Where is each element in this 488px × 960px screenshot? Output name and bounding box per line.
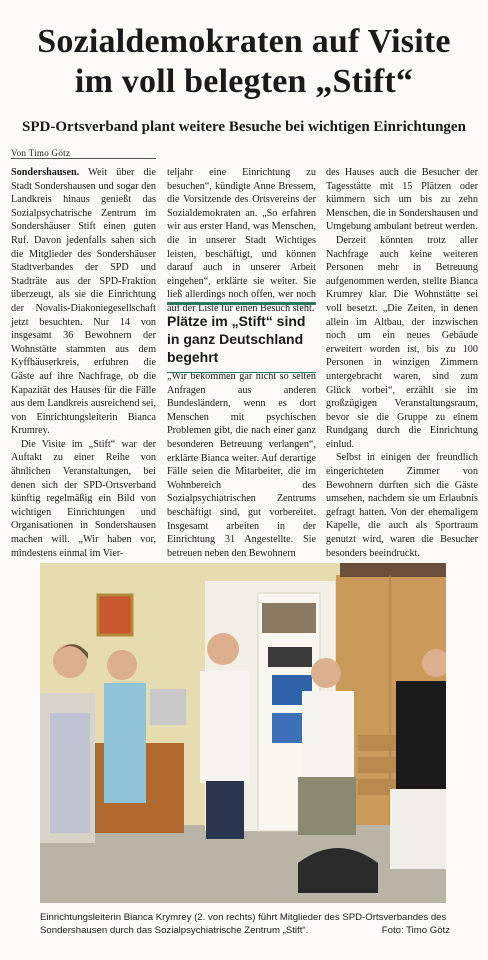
caption-text: Einrichtungsleiterin Bianca Krymrey (2. von rechts) führt Mitglieder des SPD-Ortsverbandes des Sondershausen durch das Sozialpsychiatrische Zentrum „Stift“.: [40, 912, 447, 936]
headline-line-1: Sozialdemokraten auf Visite: [37, 23, 451, 60]
paragraph: „Wir bekommen gar nicht so selten Anfragen aus anderen Bundesländern, wenn es dort Menschen mit psychischen Problemen gibt, die nach einer ganz besonderen Betreuung verlangen“, erklärte Bianca weiter. Auf derartige Fälle seien die Mitarbeiter, die im Wohnbereich des Sozialpsychiatrischen Zentrums beschäftigt sind, gut vorbereitet. Insgesamt arbeiten in der Einrichtung 31 Angestellte. Sie betreuen neben den Bewohnern: [167, 371, 316, 559]
headline: [0, 22, 488, 102]
paragraph: teljahr eine Einrichtung zu besuchen“, kündigte Anne Bressem, die Vorsitzende des Ortsvereins der Sozialdemokraten an. „So erfahren wir aus erster Hand, was Menschen, die in unserer Stadt Wichtiges leisten, beschäftigt, und können darauf auch in unserer Arbeit eingehen“, erklärte sie weiter. Sie ließ allerdings noch offen, wer noch auf der Liste für einen Besuch steht.: [167, 167, 316, 314]
photo-caption: [40, 912, 450, 937]
headline-line-2: im voll belegten „Stift“: [74, 63, 414, 100]
byline-rule: [11, 158, 156, 159]
byline: Von Timo Götz: [11, 148, 71, 158]
dateline: Sondershausen.: [11, 167, 80, 178]
article-column-1: [11, 166, 156, 560]
paragraph-block: [167, 370, 316, 560]
paragraph: des Hauses auch die Besucher der Tagesstätte mit 15 Plätzen oder kümmern sich um bis zu zehn Menschen, die in Sondershausen und Umgebung ambulant betreut werden.: [326, 167, 478, 233]
article-photo: [40, 563, 446, 903]
paragraph: Selbst in einigen der freundlich eingerichteten Zimmer von Bewohnern durften sich die Gäste umsehen, nachdem sie um Erlaubnis gefragt hatten. Von der ehemaligem Kapelle, die auch als Sportraum genutzt wird, waren die Besucher besonders beeindruckt.: [326, 452, 478, 559]
paragraph: Sondershausen. Weit über die Stadt Sondershausen und sogar den Landkreis hinaus genießt das Sozialpsychatrische Zentrum im Sondershäuser Stift einen guten Ruf. Davon jedenfalls sahen sich die Mitglieder des Sondershäuser Stadtverbandes der SPD und Stadträte aus der SPD-Fraktion überzeugt, als sie die Einrichtung der Novalis-Diakoniegesellschaft jetzt besuchten. Nur 14 von insgesamt 36 Bewohnern der Wohnstätte stammten aus dem Kyffhäuserkreis, erfuhren die Gäste auf ihre Nachfrage, ob die Kapazität des Hauses für die Fälle aus dem Landkreis ausreichend sei, von Einrichtungsleiterin Bianca Krumrey.: [11, 167, 156, 437]
pull-quote: Plätze im „Stift“ sind in ganz Deutschland begehrt: [167, 302, 316, 373]
article-column-3: [326, 166, 478, 560]
photo-credit: Foto: Timo Götz: [381, 924, 450, 936]
paragraph: Die Visite im „Stift“ war der Auftakt zu einer Reihe von ähnlichen Veranstaltungen, bei denen sich der SPD-Ortsverband künftig regelmäßig ein Bild von wichtigen Einrichtungen und Organisationen in Sondershausen machen will. „Wir haben vor, mindestens einmal im Vier-: [11, 438, 156, 559]
subheadline: SPD-Ortsverband plant weitere Besuche bei wichtigen Einrichtungen: [22, 119, 466, 135]
paragraph: Derzeit könnten trotz aller Nachfrage auch keine weiteren Personen mehr in Betreuung aufgenommen werden, stellte Bianca Krumrey klar. Die Wohnstätte sei voll besetzt. „Die Zeiten, in denen allein im Altbau, der inzwischen noch um ein neues Gebäude erweitert worden ist, bis zu 100 Personen in winzigen Zimmern untergebracht waren, sind zum Glück vorbei“, erzählt sie im großzügigen Veranstaltungsraum, bevor sie die Gruppe zu einem Rundgang durch die Einrichtung einlud.: [326, 234, 478, 450]
photo-illustration: [40, 563, 446, 903]
